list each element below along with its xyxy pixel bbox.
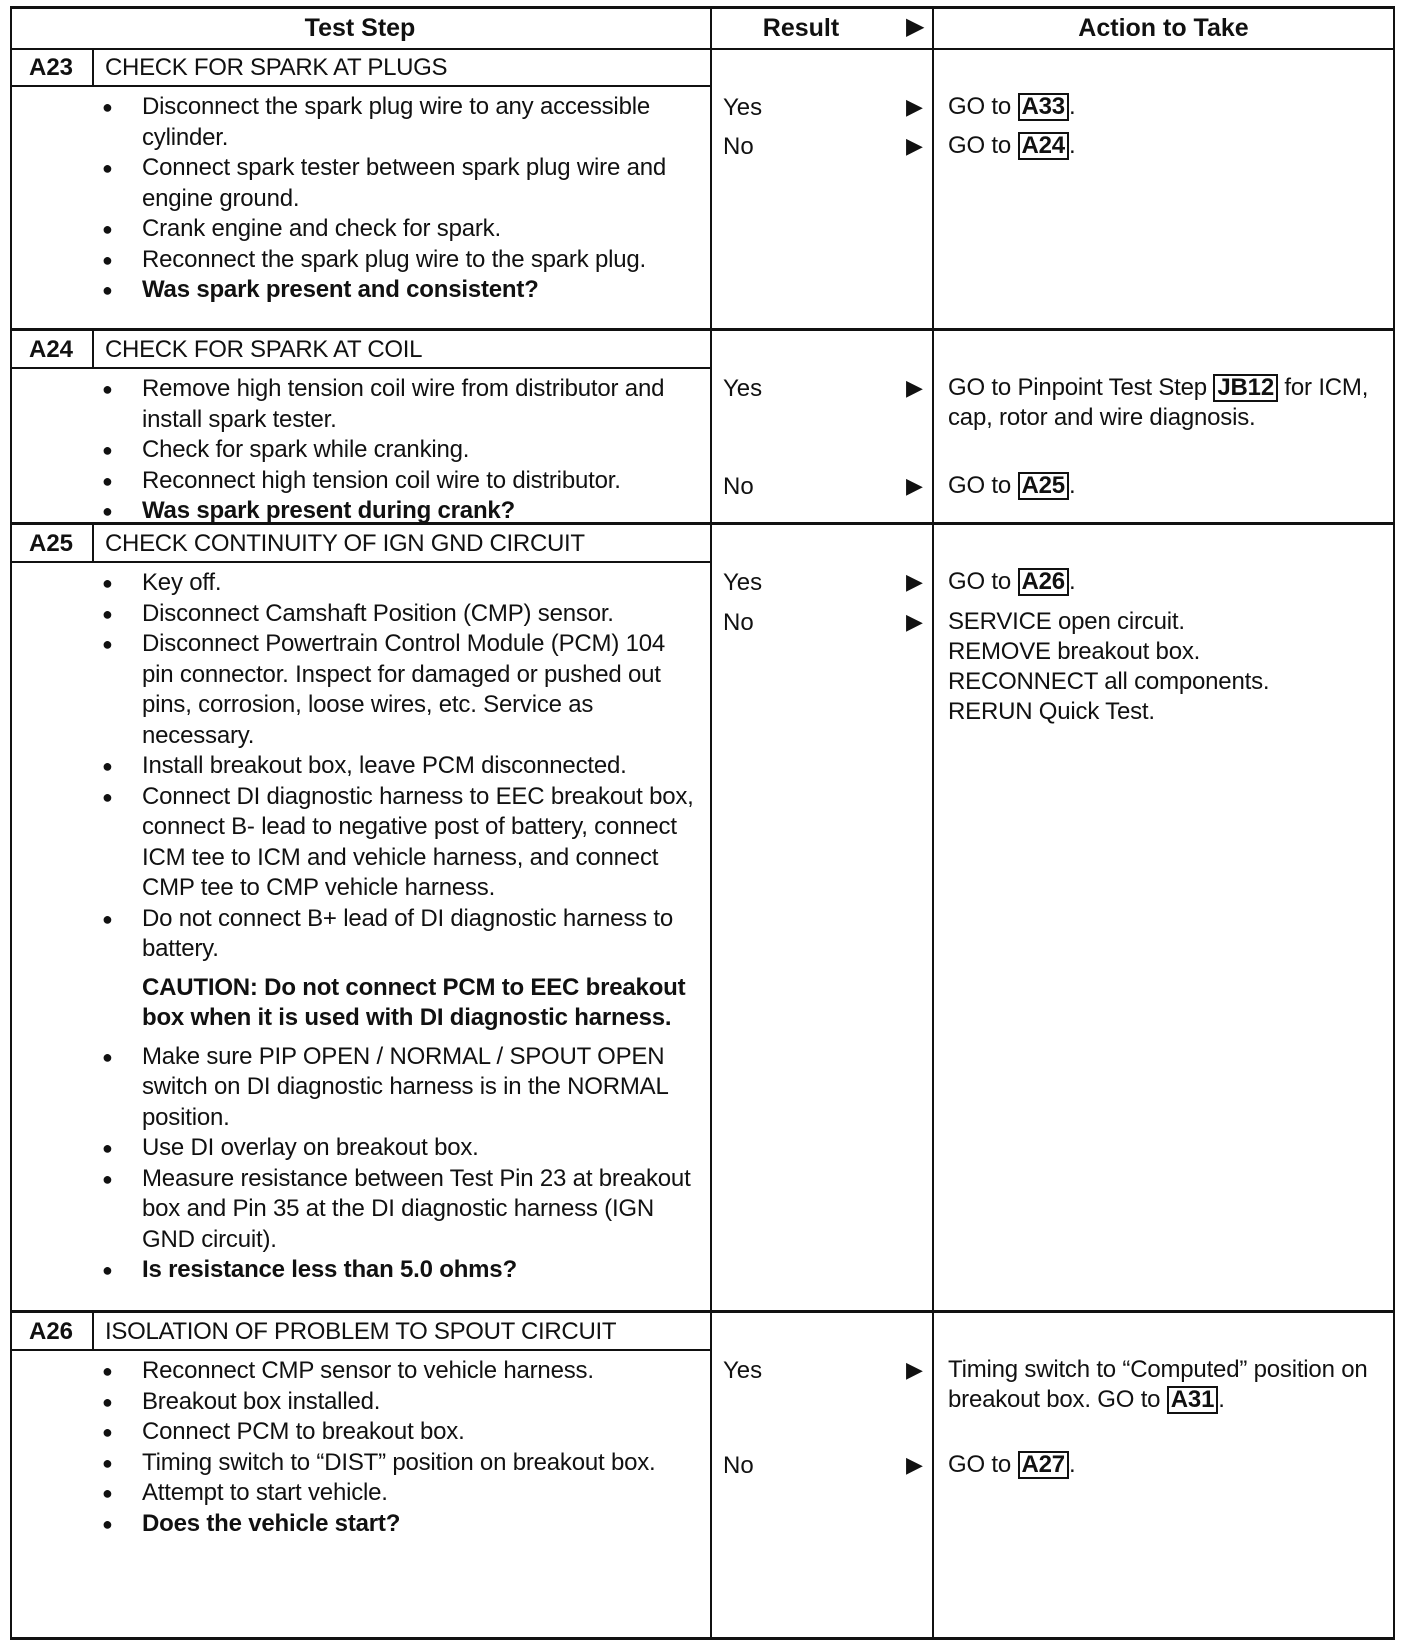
step-bullets-a26 bbox=[100, 1356, 700, 1539]
arrow-icon: ▶ bbox=[906, 569, 923, 594]
result-no-a24: No bbox=[723, 473, 754, 500]
bullet-item: ● Disconnect Powertrain Control Module (PCM) 104 pin connector. Inspect for damaged or pushed out pins, corrosion, loose wires, etc. Service as necessary. bbox=[100, 629, 700, 751]
result-yes-a24: Yes bbox=[723, 375, 763, 402]
bullet-item: ● Disconnect the spark plug wire to any accessible cylinder. bbox=[100, 92, 700, 153]
result-no-a23: No bbox=[723, 133, 754, 160]
bottom-border bbox=[10, 1637, 1395, 1640]
action-text: GO to bbox=[948, 93, 1018, 120]
action-text: GO to bbox=[948, 568, 1018, 595]
step-title-a24: CHECK FOR SPARK AT COIL bbox=[105, 336, 423, 363]
header-arrow-icon: ▶ bbox=[906, 13, 925, 40]
action-line: REMOVE breakout box. bbox=[948, 638, 1201, 665]
step-ref-a31[interactable]: A31 bbox=[1167, 1386, 1218, 1414]
bullet-item: ● Crank engine and check for spark. bbox=[100, 214, 700, 245]
id-column-divider bbox=[92, 1312, 94, 1349]
bullet-item: ● Connect DI diagnostic harness to EEC breakout box, connect B- lead to negative post of battery, connect ICM tee to ICM and vehicle harness, and connect CMP tee to CMP vehicle harness. bbox=[100, 782, 700, 904]
bullet-item: ● Attempt to start vehicle. bbox=[100, 1478, 700, 1509]
action-text: GO to bbox=[948, 132, 1018, 159]
arrow-icon: ▶ bbox=[906, 1357, 923, 1382]
action-yes-a25 bbox=[948, 567, 1378, 597]
bullet-question: ● Was spark present and consistent? bbox=[100, 275, 700, 306]
step-ref-a33[interactable]: A33 bbox=[1018, 93, 1069, 121]
step-id-a24: A24 bbox=[28, 336, 74, 363]
action-no-a23 bbox=[948, 131, 1378, 161]
result-no-a26: No bbox=[723, 1452, 754, 1479]
bullet-question: ● Was spark present during crank? bbox=[100, 496, 700, 527]
bullet-item: ● Check for spark while cranking. bbox=[100, 435, 700, 466]
action-text: . bbox=[1068, 132, 1076, 159]
step-bullets-a24 bbox=[100, 374, 700, 527]
bullet-item: ● Use DI overlay on breakout box. bbox=[100, 1133, 700, 1164]
action-text: Timing switch to “Computed” position on breakout box. GO to bbox=[948, 1356, 1368, 1413]
bullet-item: ● Breakout box installed. bbox=[100, 1387, 700, 1418]
arrow-icon: ▶ bbox=[906, 375, 923, 400]
action-yes-a24 bbox=[948, 373, 1388, 433]
title-underline bbox=[10, 85, 710, 87]
step-bullets-a25 bbox=[100, 568, 700, 1286]
left-border bbox=[10, 6, 12, 1640]
action-text: . bbox=[1068, 1451, 1076, 1478]
action-line: RERUN Quick Test. bbox=[948, 698, 1155, 725]
arrow-icon: ▶ bbox=[906, 1452, 923, 1477]
action-text: . bbox=[1068, 568, 1076, 595]
result-yes-a25: Yes bbox=[723, 569, 763, 596]
step-title-a26: ISOLATION OF PROBLEM TO SPOUT CIRCUIT bbox=[105, 1318, 617, 1345]
bullet-item: ● Install breakout box, leave PCM disconnected. bbox=[100, 751, 700, 782]
title-underline bbox=[10, 1349, 710, 1351]
action-text: . bbox=[1068, 472, 1076, 499]
bullet-item: ● Do not connect B+ lead of DI diagnostic harness to battery. bbox=[100, 904, 700, 965]
bullet-item: ● Measure resistance between Test Pin 23 at breakout box and Pin 35 at the DI diagnostic harness (IGN GND circuit). bbox=[100, 1164, 700, 1256]
bullet-item: ● Reconnect CMP sensor to vehicle harness. bbox=[100, 1356, 700, 1387]
result-yes-a26: Yes bbox=[723, 1357, 763, 1384]
header-result bbox=[710, 6, 932, 50]
arrow-icon: ▶ bbox=[906, 94, 923, 119]
id-column-divider bbox=[92, 330, 94, 367]
action-no-a24 bbox=[948, 471, 1378, 501]
action-text: GO to bbox=[948, 1451, 1018, 1478]
diagnostic-test-table bbox=[10, 6, 1395, 1640]
result-column-divider bbox=[710, 6, 712, 1640]
bullet-item: ● Connect spark tester between spark plug wire and engine ground. bbox=[100, 153, 700, 214]
action-text: . bbox=[1218, 1386, 1225, 1413]
action-no-a25 bbox=[948, 607, 1388, 727]
bullet-item: ● Timing switch to “DIST” position on breakout box. bbox=[100, 1448, 700, 1479]
step-id-a25: A25 bbox=[28, 530, 74, 557]
bullet-item: ● Key off. bbox=[100, 568, 700, 599]
step-title-a23: CHECK FOR SPARK AT PLUGS bbox=[105, 54, 448, 81]
row-divider bbox=[10, 328, 1395, 331]
header-action: Action to Take bbox=[932, 6, 1395, 50]
id-column-divider bbox=[92, 48, 94, 85]
title-underline bbox=[10, 561, 710, 563]
action-line: SERVICE open circuit. bbox=[948, 608, 1185, 635]
action-yes-a26 bbox=[948, 1355, 1378, 1415]
arrow-icon: ▶ bbox=[906, 473, 923, 498]
action-text: GO to bbox=[948, 472, 1018, 499]
step-title-a25: CHECK CONTINUITY OF IGN GND CIRCUIT bbox=[105, 530, 585, 557]
step-ref-a26[interactable]: A26 bbox=[1018, 568, 1069, 596]
result-no-a25: No bbox=[723, 609, 754, 636]
arrow-icon: ▶ bbox=[906, 133, 923, 158]
bullet-item: ● Reconnect high tension coil wire to distributor. bbox=[100, 466, 700, 497]
action-text: for ICM, cap, rotor and wire diagnosis. bbox=[948, 374, 1369, 431]
step-ref-jb12[interactable]: JB12 bbox=[1213, 374, 1278, 402]
action-text: . bbox=[1068, 93, 1076, 120]
action-line: RECONNECT all components. bbox=[948, 668, 1270, 695]
header-result-label: Result bbox=[762, 14, 840, 42]
bullet-question: ● Is resistance less than 5.0 ohms? bbox=[100, 1255, 700, 1286]
bullet-item: ● Reconnect the spark plug wire to the spark plug. bbox=[100, 245, 700, 276]
action-yes-a23 bbox=[948, 92, 1378, 122]
bullet-item: ● Remove high tension coil wire from distributor and install spark tester. bbox=[100, 374, 700, 435]
bullet-item: ● Make sure PIP OPEN / NORMAL / SPOUT OPEN switch on DI diagnostic harness is in the NORMAL position. bbox=[100, 1042, 700, 1134]
result-yes-a23: Yes bbox=[723, 94, 763, 121]
step-id-a23: A23 bbox=[28, 54, 74, 81]
bullet-item: ● Connect PCM to breakout box. bbox=[100, 1417, 700, 1448]
step-bullets-a23 bbox=[100, 92, 700, 306]
step-ref-a27[interactable]: A27 bbox=[1018, 1451, 1069, 1479]
action-text: GO to Pinpoint Test Step bbox=[948, 374, 1214, 401]
bullet-question: ● Does the vehicle start? bbox=[100, 1509, 700, 1540]
right-border bbox=[1393, 6, 1395, 1640]
action-column-divider bbox=[932, 6, 934, 1640]
action-no-a26 bbox=[948, 1450, 1378, 1480]
row-divider bbox=[10, 1310, 1395, 1313]
arrow-icon: ▶ bbox=[906, 609, 923, 634]
title-underline bbox=[10, 367, 710, 369]
step-id-a26: A26 bbox=[28, 1318, 74, 1345]
bullet-item: ● Disconnect Camshaft Position (CMP) sensor. bbox=[100, 599, 700, 630]
caution-note: CAUTION: Do not connect PCM to EEC breakout box when it is used with DI diagnostic harness. bbox=[142, 973, 686, 1031]
header-test-step: Test Step bbox=[10, 6, 710, 50]
id-column-divider bbox=[92, 524, 94, 561]
step-ref-a25[interactable]: A25 bbox=[1018, 472, 1069, 500]
step-ref-a24[interactable]: A24 bbox=[1018, 132, 1069, 160]
